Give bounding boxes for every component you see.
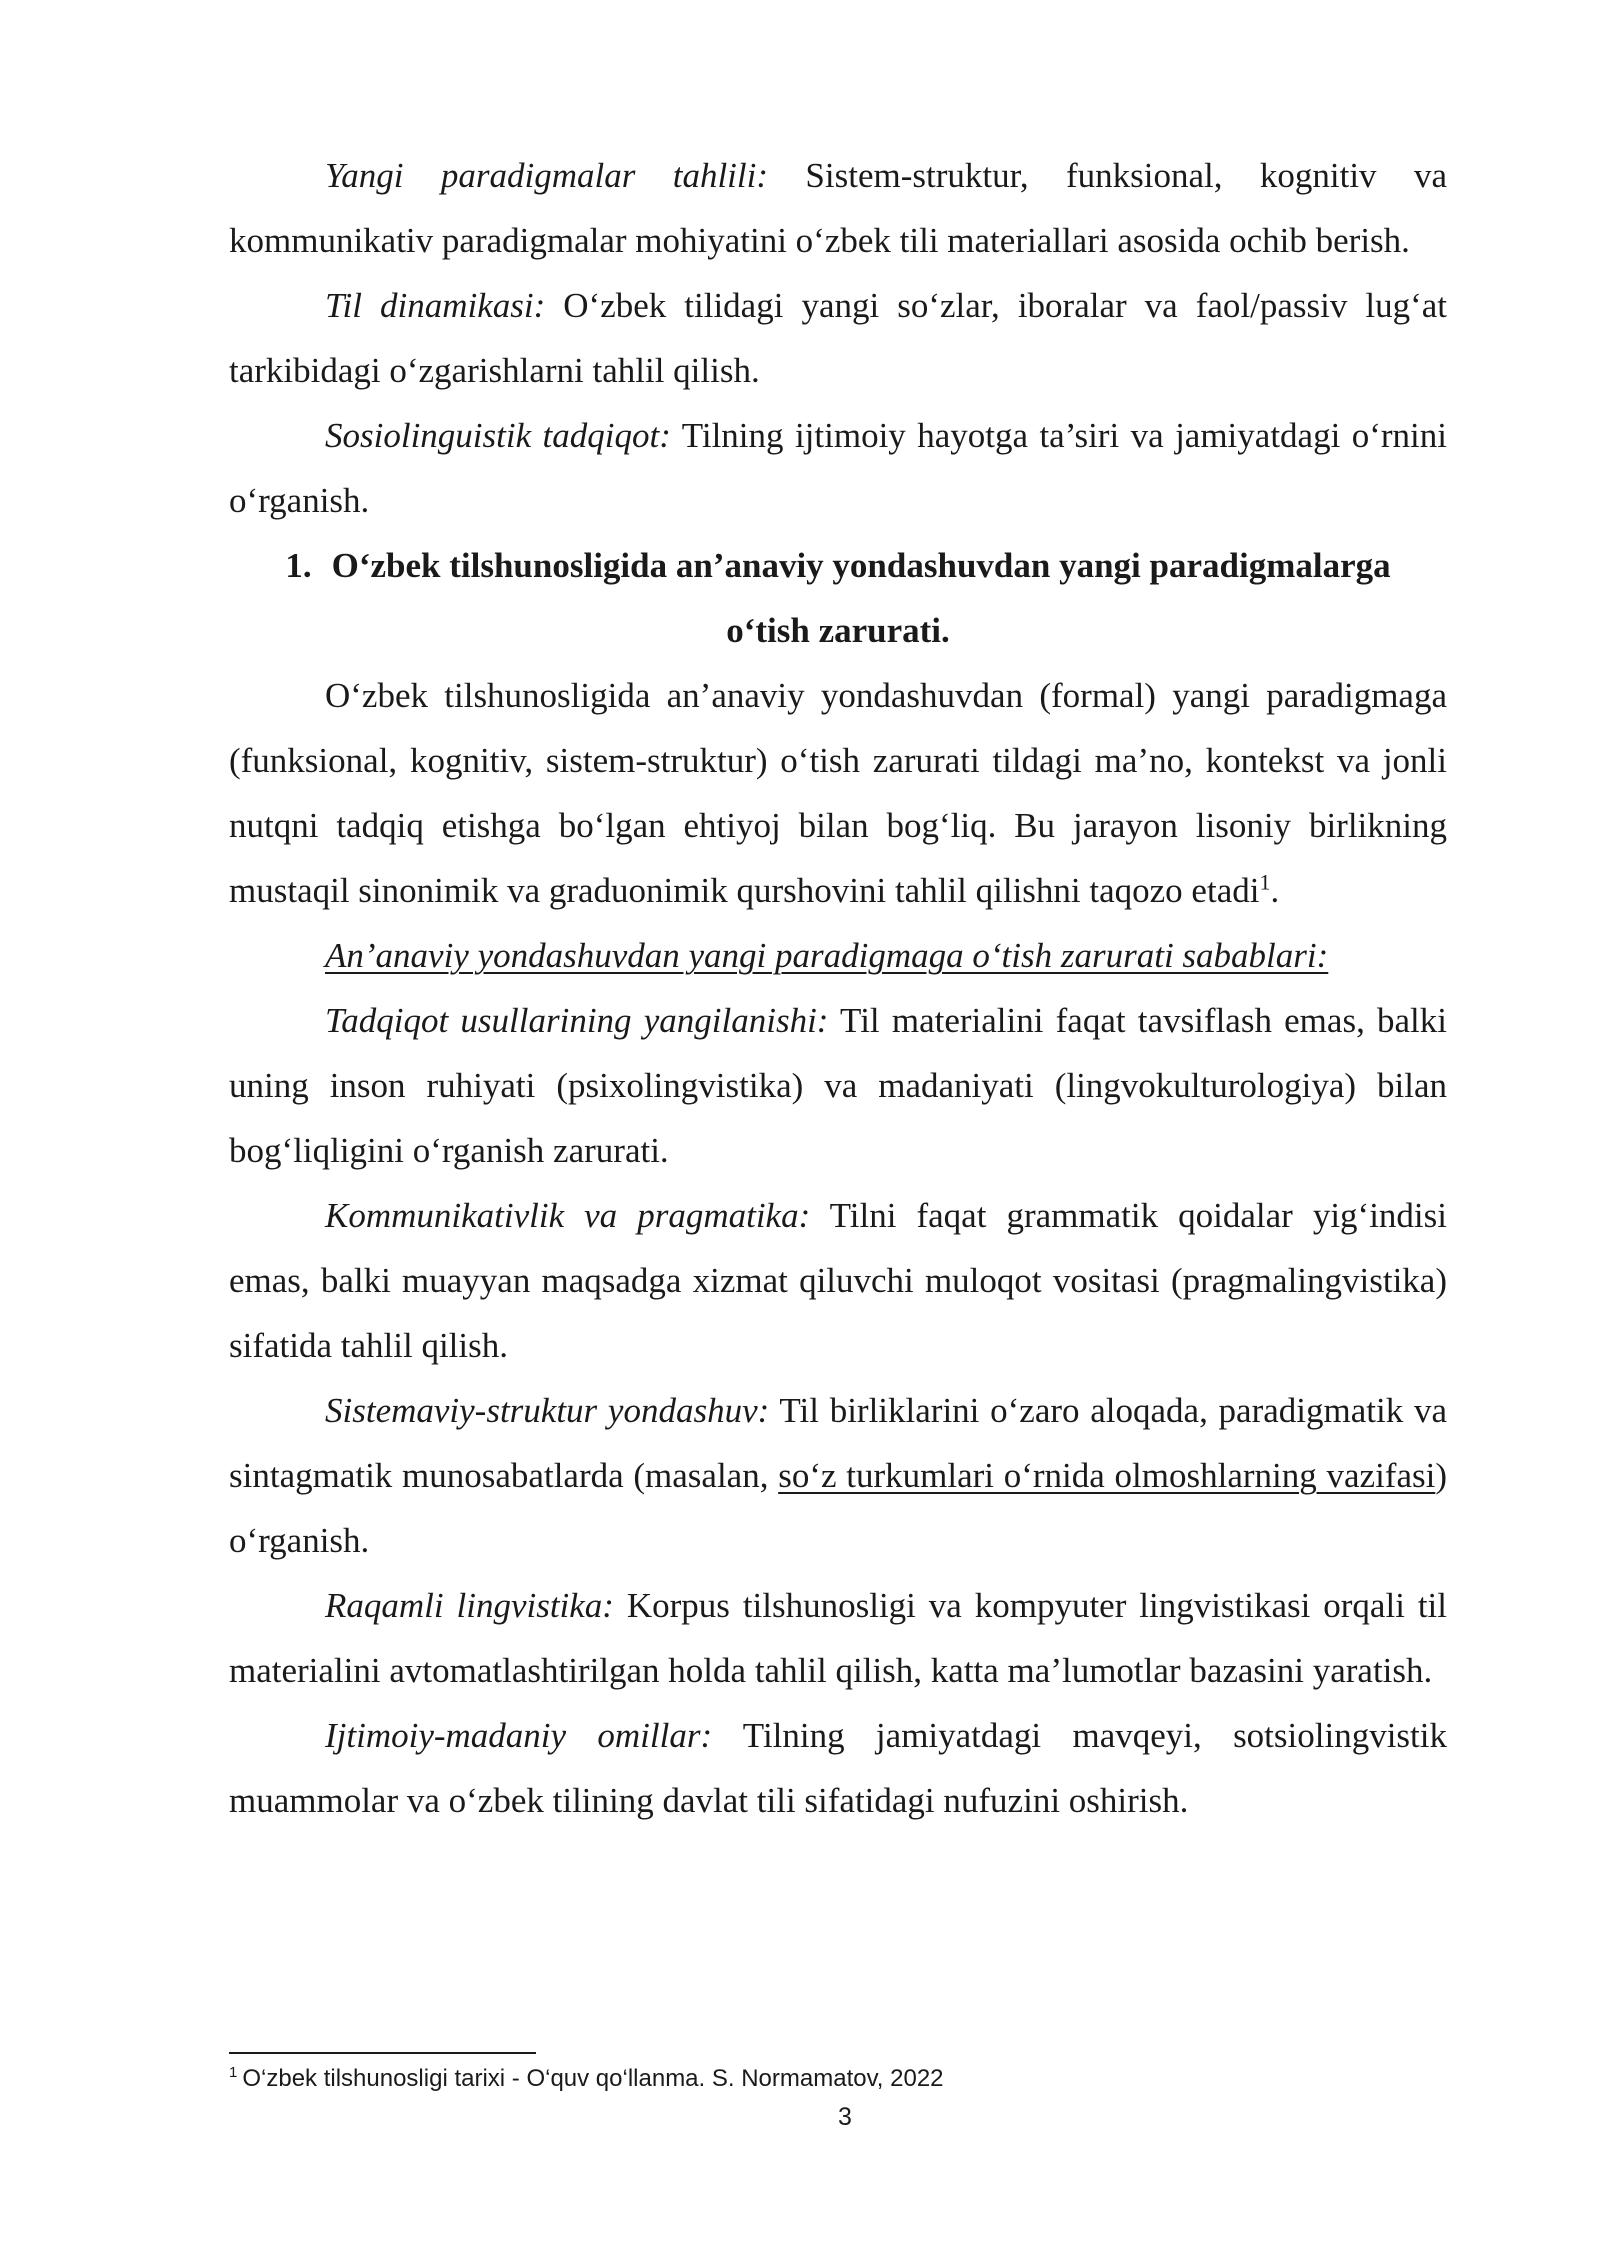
term-label: Ijtimoiy-madaniy omillar: bbox=[325, 1716, 713, 1755]
section-number: 1. bbox=[285, 546, 312, 585]
paragraph-text: Tilning jamiyatdagi mavqeyi, sotsiolingvistik muammolar va o‘zbek tilining davlat tili sifatidagi nufuzini oshirish. bbox=[229, 1716, 1447, 1820]
paragraph-text: Tilning ijtimoiy hayotga ta’siri va jamiyatdagi o‘rnini o‘rganish. bbox=[229, 416, 1447, 520]
reason-ijtimoiy-madaniy bbox=[229, 1703, 1447, 1833]
body-text bbox=[229, 143, 1447, 1833]
footnote bbox=[229, 2063, 1429, 2095]
paragraph-text: Sistem-struktur, funksional, kognitiv va kommunikativ paradigmalar mohiyatini o‘zbek tili materiallari asosida ochib berish. bbox=[229, 156, 1447, 260]
term-label: Sistemaviy-struktur yondashuv: bbox=[325, 1391, 770, 1430]
paragraph-text: O‘zbek tilidagi yangi so‘zlar, iboralar va faol/passiv lug‘at tarkibidagi o‘zgarishlarni tahlil qilish. bbox=[229, 286, 1447, 390]
footnote-reference[interactable]: 1 bbox=[1259, 869, 1271, 895]
reason-raqamli-lingvistika bbox=[229, 1573, 1447, 1703]
reason-kommunikativlik bbox=[229, 1183, 1447, 1378]
term-label: Kommunikativlik va pragmatika: bbox=[325, 1196, 811, 1235]
paragraph-yangi-paradigmalar bbox=[229, 143, 1447, 273]
paragraph-til-dinamikasi bbox=[229, 273, 1447, 403]
reason-tadqiqot-usullari bbox=[229, 988, 1447, 1183]
term-label: Sosiolinguistik tadqiqot: bbox=[325, 416, 671, 455]
reason-sistemaviy-struktur bbox=[229, 1378, 1447, 1573]
term-label: Til dinamikasi: bbox=[325, 286, 546, 325]
paragraph-text-end: ) o‘rganish. bbox=[229, 1456, 1447, 1560]
paragraph-text: Tilni faqat grammatik qoidalar yig‘indisi emas, balki muayyan maqsadga xizmat qiluvchi muloqot vositasi (pragmalingvistika) sifatida tahlil qilish. bbox=[229, 1196, 1447, 1365]
paragraph-text: Til birliklarini o‘zaro aloqada, paradigmatik va sintagmatik munosabatlarda (masalan, bbox=[229, 1391, 1447, 1495]
paragraph-intro bbox=[229, 663, 1447, 923]
page-number: 3 bbox=[838, 2103, 852, 2131]
underlined-phrase: so‘z turkumlari o‘rnida olmoshlarning vazifasi bbox=[778, 1456, 1436, 1495]
footnote-separator bbox=[229, 2052, 536, 2054]
section-title-part-2: o‘tish zarurati. bbox=[726, 611, 950, 650]
section-heading bbox=[229, 533, 1447, 663]
section-title-part-1: O‘zbek tilshunosligida an’anaviy yondashuvdan yangi paradigmalarga bbox=[331, 546, 1391, 585]
intro-text: O‘zbek tilshunosligida an’anaviy yondashuvdan (formal) yangi paradigmaga (funksional, kognitiv, sistem-struktur) o‘tish zarurati tildagi ma’no, kontekst va jonli nutqni tadqiq etishga bo‘lgan ehtiyoj bilan bog‘liq. Bu jarayon lisoniy birlikning mustaqil sinonimik va graduonimik qurshovini tahlil qilishni taqozo etadi bbox=[229, 676, 1447, 910]
reasons-title-paragraph bbox=[229, 923, 1447, 988]
reasons-title: An’anaviy yondashuvdan yangi paradigmaga o‘tish zarurati sabablari: bbox=[325, 936, 1329, 975]
section-heading-line-2 bbox=[229, 598, 1447, 663]
paragraph-sosiolinguistik bbox=[229, 403, 1447, 533]
paragraph-text: Korpus tilshunosligi va kompyuter lingvistikasi orqali til materialini avtomatlashtirilgan holda tahlil qilish, katta ma’lumotlar bazasini yaratish. bbox=[229, 1586, 1447, 1690]
section-heading-line-1 bbox=[229, 533, 1447, 598]
paragraph-text: Til materialini faqat tavsiflash emas, balki uning inson ruhiyati (psixolingvistika) va madaniyati (lingvokulturologiya) bilan bog‘liqligini o‘rganish zarurati. bbox=[229, 1001, 1448, 1170]
intro-end: . bbox=[1270, 871, 1280, 910]
term-label: Tadqiqot usullarining yangilanishi: bbox=[325, 1001, 829, 1040]
term-label: Yangi paradigmalar tahlili: bbox=[325, 156, 769, 195]
footnote-text: O‘zbek tilshunosligi tarixi - O‘quv qo‘llanma. S. Normamatov, 2022 bbox=[242, 2065, 944, 2092]
term-label: Raqamli lingvistika: bbox=[325, 1586, 614, 1625]
footnote-mark: 1 bbox=[229, 2064, 238, 2081]
